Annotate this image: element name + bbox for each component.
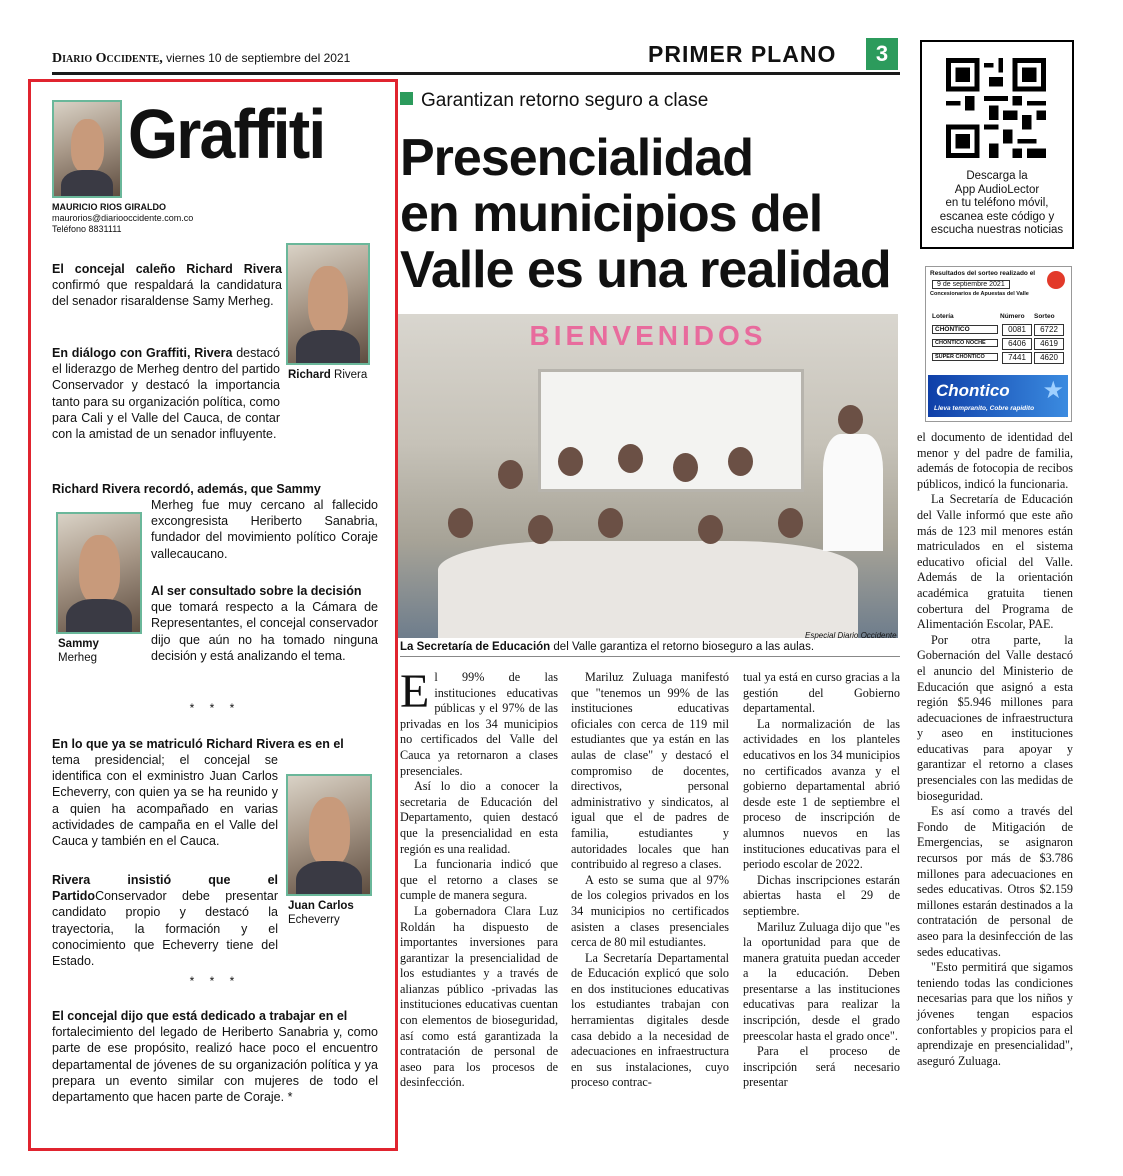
qr-line: en tu teléfono móvil, xyxy=(945,197,1049,209)
merheg-photo xyxy=(56,512,142,634)
headline-line: Valle es una realidad xyxy=(400,241,891,299)
graffiti-paragraph xyxy=(52,481,378,497)
paragraph: La funcionaria indicó que que el retorno a clases se cumple de manera segura. xyxy=(400,857,558,903)
star-icon: ★ xyxy=(1042,377,1064,404)
lottery-number: 6406 xyxy=(1002,338,1032,350)
lottery-number: 7441 xyxy=(1002,352,1032,364)
lottery-draw: 4620 xyxy=(1034,352,1064,364)
rivera-photo xyxy=(286,243,370,365)
lead-bold: En lo que ya se matriculó Richard Rivera es en el xyxy=(52,737,344,751)
photo-banner: BIENVENIDOS xyxy=(529,320,767,352)
photo-caption xyxy=(288,368,367,382)
lead-bold: El concejal dijo que está dedicado a trabajar en el xyxy=(52,1009,348,1023)
paragraph: A esto se suma que al 97% de los colegios privados en los 34 municipios no certificados asisten a clases presenciales cerca de 80 mil estudiantes. xyxy=(571,872,729,950)
photo-caption xyxy=(288,899,354,927)
graffiti-paragraph xyxy=(52,345,280,442)
caption-rule xyxy=(400,656,900,657)
photo-caption xyxy=(58,637,99,665)
caption-text: Merheg xyxy=(58,652,97,664)
paragraph: Mariluz Zuluaga manifestó que "tenemos un 99% de las instituciones educativas oficiales con cerca de 119 mil estudiantes que ya están en las aulas de clase" y destacó el compromiso de docentes, directivos, personal administrativo y sindicatos, al igual que el de padres de familia, estudiantes y autoridades locales que han contribuido al regreso a clases. xyxy=(571,670,729,872)
graffiti-paragraph xyxy=(52,872,278,969)
paragraph: el documento de identidad del menor y del padre de familia, además de fotocopia de recibos públicos, indicó la funcionaria. xyxy=(917,430,1073,491)
qr-line: escucha nuestras noticias xyxy=(930,224,1064,236)
article-headline xyxy=(400,130,891,298)
caption-bold: La Secretaría de Educación xyxy=(400,641,551,653)
lead-bold: Rivera insistió que el Partido xyxy=(52,873,278,904)
article-column-4 xyxy=(917,430,1073,1069)
byline xyxy=(52,202,193,235)
lead-text: Conservador debe presentar candidato propio y destacó la trayectoria, la formación y el conocimiento que Echeverry tiene del Estado. xyxy=(52,889,278,969)
lead-bold: Al ser consultado sobre la decisión xyxy=(151,584,362,598)
lead-bold: El concejal caleño Richard Rivera xyxy=(52,262,282,276)
paragraph: La Secretaría de Educación del Valle informó que este año más de 123 mil menores están matriculados en el sistema educativo oficial del Valle. Además de la orientación académica gratuita tienen cobertura del Programa de Alimentación Escolar, PAE. xyxy=(917,492,1073,632)
graffiti-paragraph xyxy=(151,583,378,664)
lead-text: fortalecimiento del legado de Heriberto Sanabria y, como parte de ese propósito, realizó hace poco el encuentro departamental de jóvenes de su organización política y ya prepara un evento similar con mujeres de todo el departamento que hacen parte de Coraje. * xyxy=(52,1025,378,1105)
lead-text: destacó el liderazgo de Merheg dentro del partido Conservador y destacó la importancia tanto para su organización política, como para Cali y el Valle del Cauca, de contar con la amistad de un senador influyente. xyxy=(52,346,280,442)
lottery-name: CHONTICO NOCHE xyxy=(932,339,998,347)
lottery-results xyxy=(925,266,1072,422)
lottery-name: SUPER CHONTICO xyxy=(932,353,998,361)
paragraph: Así lo dio a conocer la secretaria de Educación del Departamento, quien destacó que la presencialidad en esta región es una realidad. xyxy=(400,779,558,856)
photo-credit: Especial Diario Occidente xyxy=(805,631,897,640)
paragraph: La normalización de las actividades en los planteles educativos en los 34 municipios no certificados avanza y el gobierno departamental abrió desde este 1 de septiembre el proceso de inscripción de alumnos nuevos en las instituciones educativas para el periodo escolar de 2022. xyxy=(743,716,900,872)
article-column-2 xyxy=(571,670,729,1091)
lottery-name: CHONTICO xyxy=(932,325,998,334)
lottery-title: Resultados del sorteo realizado el xyxy=(930,270,1036,277)
paper-name: Diario Occidente, xyxy=(52,51,163,66)
main-caption xyxy=(400,641,900,653)
caption-bold: Juan Carlos xyxy=(288,900,354,912)
col-header: Número xyxy=(1000,313,1025,320)
caption-text: Rivera xyxy=(330,369,368,381)
lottery-subtitle: Concesionarios de Apuestas del Valle xyxy=(930,291,1029,297)
paragraph: La Secretaría Departamental de Educación explicó que solo en dos instituciones educativas los estudiantes trabajan con herramientas digitales desde casa debido a la necesidad de adecuaciones en infraestructura en sus instalaciones, cuyo proceso contrac- xyxy=(571,950,729,1090)
page-number: 3 xyxy=(866,38,898,70)
graffiti-paragraph: Merheg fue muy cercano al fallecido excongresista Heriberto Sanabria, fundador del movimiento político Coraje vallecaucano. xyxy=(151,498,378,561)
lottery-draw: 6722 xyxy=(1034,324,1064,336)
graffiti-paragraph: tema presidencial; el concejal se identifica con el exministro Juan Carlos Echeverry, con quien ya se ha reunido y a quien ha acompañado en varias actividades de campaña en el Valle del Cauca y también en el Cauca. xyxy=(52,753,278,849)
author-name: MAURICIO RIOS GIRALDO xyxy=(52,202,166,212)
lead-bold: En diálogo con Graffiti, Rivera xyxy=(52,346,233,360)
brand-name: Chontico xyxy=(936,381,1010,400)
qr-code-icon[interactable] xyxy=(946,58,1046,158)
caption-text: del Valle garantiza el retorno bioseguro a las aulas. xyxy=(550,641,815,653)
qr-line: escanea este código y xyxy=(939,210,1055,223)
col-header: Sorteo xyxy=(1034,313,1055,320)
classroom-photo xyxy=(398,314,898,638)
article-kicker xyxy=(400,90,708,112)
whiteboard xyxy=(538,369,804,492)
paragraph: "Esto permitirá que sigamos teniendo todas las condiciones necesarias para que los niños y jóvenes tengan espacios confortables y propicios para el aprendizaje en presencialidad", aseguró Zuluaga. xyxy=(917,960,1073,1068)
drop-cap: E xyxy=(400,665,430,718)
lead-text: que tomará respecto a la Cámara de Representantes, el concejal conservador dijo que aún no ha tomado ninguna decisión y está analizando el tema. xyxy=(151,600,378,663)
lottery-date: 9 de septiembre 2021 xyxy=(932,280,1010,289)
kicker-square-icon xyxy=(400,92,413,105)
separator: * * * xyxy=(189,701,241,715)
masthead xyxy=(52,51,350,67)
qr-instructions xyxy=(922,170,1072,238)
column-title: Graffiti xyxy=(128,95,325,173)
paragraph: La gobernadora Clara Luz Roldán ha dispuesto de importantes inversiones para garantizar la presencialidad de los estudiantes y a través de alianzas público -privadas las instituciones educativas cuentan con elementos de bioseguridad, así como está garantizada la contratación de personal de aseo para los procesos de desinfección. xyxy=(400,903,558,1090)
kicker-text: Garantizan retorno seguro a clase xyxy=(421,90,709,111)
author-photo xyxy=(52,100,122,198)
chontico-banner xyxy=(928,375,1068,417)
issue-date: viernes 10 de septiembre del 2021 xyxy=(166,51,351,65)
caption-bold: Richard xyxy=(288,369,331,381)
lottery-number: 0081 xyxy=(1002,324,1032,336)
lottery-draw: 4619 xyxy=(1034,338,1064,350)
separator: * * * xyxy=(189,974,241,988)
header-rule xyxy=(52,72,900,75)
paragraph: Dichas inscripciones estarán abiertas hasta el 29 de septiembre. xyxy=(743,872,900,918)
col-header: Lotería xyxy=(932,313,954,320)
graffiti-paragraph xyxy=(52,261,282,310)
lead-text: confirmó que respaldará la candidatura del senador risaraldense Samy Merheg. xyxy=(52,278,282,309)
graffiti-paragraph xyxy=(52,736,378,752)
paragraph: Por otra parte, la Gobernación del Valle destacó el anuncio del Ministerio de Educación que asignó a esta región $5.946 millones para adecuaciones de infraestructura y aseo en instituciones educativas para apoyar y garantizar el retorno a clases presenciales con las medidas de bioseguridad. xyxy=(917,632,1073,803)
paragraph: tual ya está en curso gracias a la gestión del Gobierno departamental. xyxy=(743,670,900,716)
paragraph: l 99% de las instituciones educativas públicas y el 97% de las privadas en los 34 municipios no certificados del Valle del Cauca ya retornaron a clases presenciales. xyxy=(400,670,558,778)
article-column-3 xyxy=(743,670,900,1091)
qr-line: App AudioLector xyxy=(954,183,1040,196)
headline-line: Presencialidad xyxy=(400,129,754,187)
author-email: maurorios@diariooccidente.com.co xyxy=(52,213,194,223)
author-phone: Teléfono 8831111 xyxy=(52,224,122,234)
paragraph: Mariluz Zuluaga dijo que "es la oportunidad para que de manera gratuita puedan acceder a la educación. Deben presentarse a las instituciones educativas para realizar la inscripción, desde el grado preescolar hasta el grado once". xyxy=(743,919,900,1043)
echeverry-photo xyxy=(286,774,372,896)
caption-bold: Sammy xyxy=(58,638,99,650)
paragraph: Es así como a través del Fondo de Mitigación de Emergencias, se asignaron recursos por más de $3.786 millones para adecuaciones en sedes educativas. Otros $2.159 millones estarán destinados a la contratación de personal de aseo para la desinfección de las sedes educativas. xyxy=(917,804,1073,959)
brand-slogan: Lleva tempranito, Cobre rapidito xyxy=(934,405,1035,412)
lead-bold: Richard Rivera recordó, además, que Sammy xyxy=(52,482,321,496)
caption-text: Echeverry xyxy=(288,914,340,926)
headline-line: en municipios del xyxy=(400,185,823,243)
paragraph: Para el proceso de inscripción será necesario presentar xyxy=(743,1044,900,1090)
article-column-1 xyxy=(400,665,558,1091)
qr-line: Descarga la xyxy=(966,170,1028,182)
audiolector-qr-box xyxy=(920,40,1074,249)
graffiti-paragraph xyxy=(52,1008,378,1105)
lottery-logo-icon xyxy=(1047,271,1065,289)
section-title: PRIMER PLANO xyxy=(648,41,837,67)
